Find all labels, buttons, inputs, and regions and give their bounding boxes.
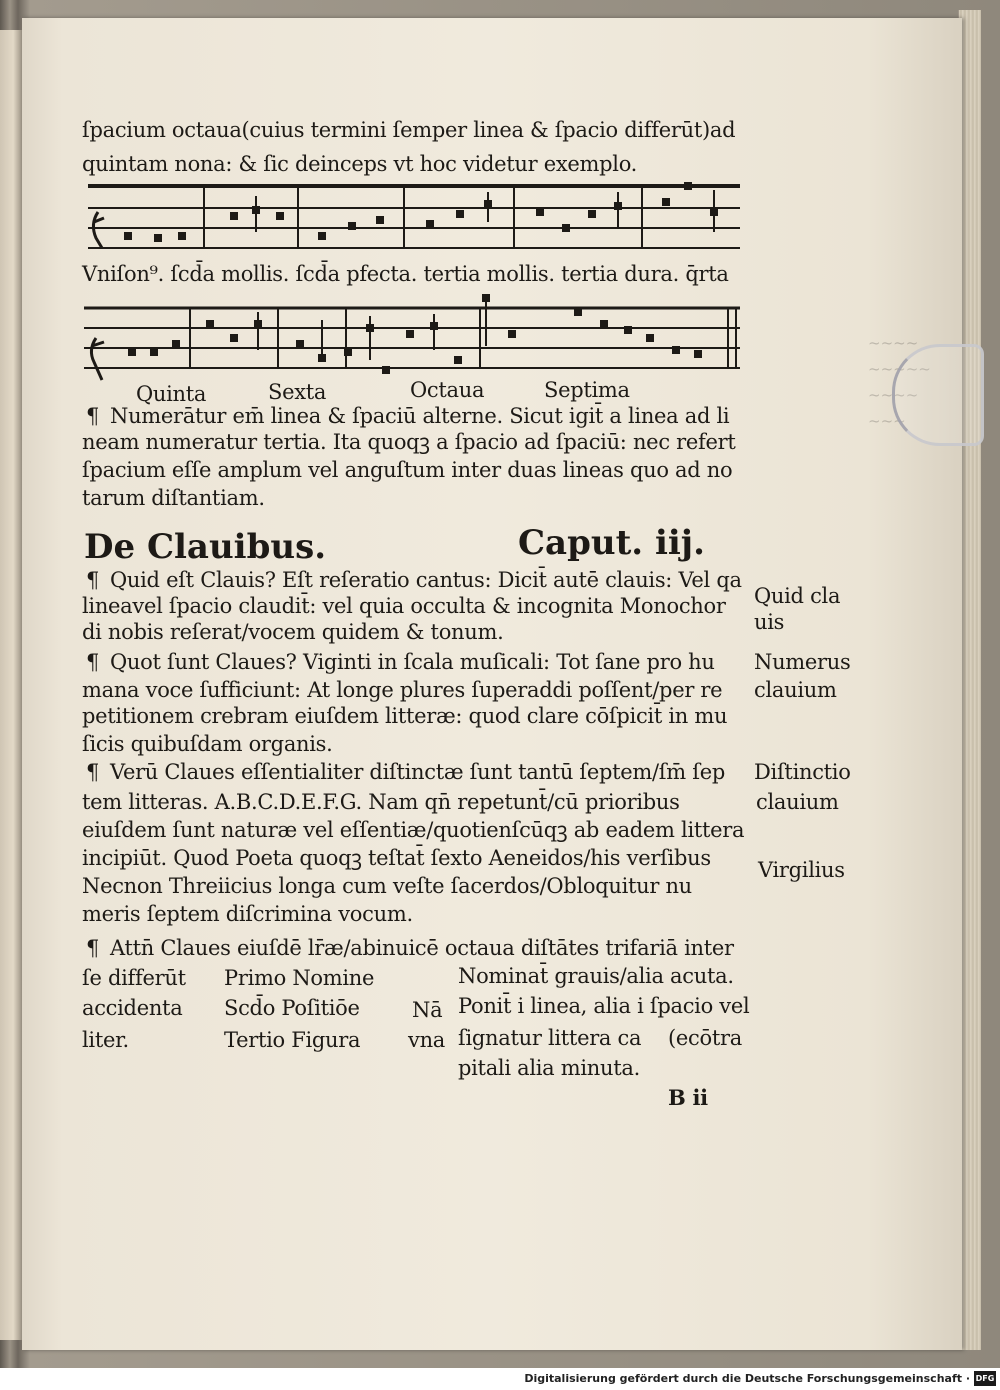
margin-note-quid-clauis: uis	[754, 610, 785, 634]
signature-mark: B ii	[668, 1085, 708, 1110]
margin-note-quid-clauis: Quid cla	[754, 584, 841, 608]
text-line: liter.	[82, 1028, 129, 1052]
music-staff-2	[80, 290, 744, 386]
bleed-through-text: ~~~~~	[868, 360, 931, 378]
footer-bar	[0, 1368, 1000, 1390]
text-line: eiuſdem ſunt naturæ vel eſſentiæ/quotienſcūqꝫ ab eadem littera	[82, 818, 745, 842]
dfg-logo-icon: DFG	[974, 1371, 996, 1386]
text-line: Scd̄o Poſitiōe	[224, 996, 360, 1020]
paper-clip	[892, 344, 984, 446]
bleed-through-text: ~~~	[868, 412, 906, 430]
label-septima: Septima	[544, 378, 630, 402]
text-line: vna	[408, 1028, 446, 1052]
staff-1-labels: Vniſon⁹. ſcd̄a mollis. ſcd̄a pfecta. tertia mollis. tertia dura. q̄rta	[82, 262, 729, 286]
text-line: ſpacium octaua(cuius termini ſemper linea & ſpacio differūt)ad	[82, 118, 736, 142]
text-line: accidenta	[82, 996, 183, 1020]
bleed-through-text: ~~~~	[868, 334, 919, 352]
paragraph-mark: ¶	[86, 404, 100, 428]
text-line: Attn̄ Claues eiuſdē lr̄æ/abinuicē octaua diſtātes trifariā inter	[110, 936, 734, 960]
text-line: ſignatur littera ca	[458, 1026, 642, 1050]
chapter-number: Caput. iij.	[518, 523, 705, 563]
text-line: petitionem crebram eiuſdem litteræ: quod clare cōſpicit̄ in mu	[82, 704, 728, 728]
funding-credit: Digitalisierung gefördert durch die Deutsche Forschungsgemeinschaft ·	[524, 1372, 970, 1385]
text-line: Verū Claues eſſentialiter diſtinctæ ſunt tantū ſeptem/ſm̄ ſep	[110, 760, 726, 784]
text-line: ſicis quibuſdam organis.	[82, 732, 333, 756]
label-octaua: Octaua	[410, 378, 485, 402]
margin-note-distinctio: clauium	[756, 790, 839, 814]
text-line: tarum diſtantiam.	[82, 486, 265, 510]
margin-note-distinctio: Diſtinctio	[754, 760, 851, 784]
text-line: neam numeratur tertia. Ita quoqꝫ a ſpacio ad ſpaciū: nec refert	[82, 430, 736, 454]
text-line: pitali alia minuta.	[458, 1056, 640, 1080]
text-line: lineavel ſpacio claudit̄: vel quia occulta & incognita Monochor	[82, 594, 726, 618]
label-quinta: Quinta	[136, 382, 207, 406]
paragraph-mark: ¶	[86, 650, 100, 674]
paragraph-mark: ¶	[86, 760, 100, 784]
label-sexta: Sexta	[268, 380, 327, 404]
bleed-through-text: ~~~~	[868, 386, 919, 404]
text-line: Quot ſunt Claues? Viginti in ſcala muſicali: Tot ſane pro hu	[110, 650, 715, 674]
text-line: Nā	[412, 998, 443, 1022]
text-line: Nominat̄ grauis/alia acuta.	[458, 964, 734, 988]
facing-page-edge	[0, 30, 23, 1340]
paragraph-mark: ¶	[86, 936, 100, 960]
text-line: di nobis reſerat/vocem quidem & tonum.	[82, 620, 504, 644]
chapter-heading: De Clauibus.	[84, 527, 327, 567]
text-line: Necnon Threiicius longa cum veſte ſacerdos/Obloquitur nu	[82, 874, 692, 898]
music-staff-1	[84, 182, 744, 262]
text-line: (ecōtra	[668, 1026, 742, 1050]
text-line: meris ſeptem diſcrimina vocum.	[82, 902, 413, 926]
paragraph-mark: ¶	[86, 568, 100, 592]
text-line: Quid eſt Clauis? Eſt reſeratio cantus: Dicit̄ autē clauis: Vel qa	[110, 568, 742, 592]
text-line: incipiūt. Quod Poeta quoqꝫ teſtat̄ ſexto Aeneidos/his verſibus	[82, 846, 711, 870]
text-line: tem litteras. A.B.C.D.E.F.G. Nam qn̄ repetunt̄/cū prioribus	[82, 790, 680, 814]
text-line: ſe differūt	[82, 966, 186, 990]
margin-note-virgilius: Virgilius	[758, 858, 845, 882]
margin-note-numerus: clauium	[754, 678, 837, 702]
text-line: Primo Nomine	[224, 966, 375, 990]
text-line: mana voce ſufficiunt: At longe plures ſuperaddi poſſent/per re	[82, 678, 723, 702]
margin-note-numerus: Numerus	[754, 650, 851, 674]
text-line: Ponit̄ i linea, alia i ſpacio vel	[458, 994, 750, 1018]
text-line: Tertio Figura	[224, 1028, 361, 1052]
text-line: Numerātur em̄ linea & ſpaciū alterne. Sicut igit̄ a linea ad li	[110, 404, 730, 428]
text-line: quintam nona: & ſic deinceps vt hoc videtur exemplo.	[82, 152, 638, 176]
text-line: ſpacium eſſe amplum vel anguſtum inter duas lineas quo ad no	[82, 458, 733, 482]
